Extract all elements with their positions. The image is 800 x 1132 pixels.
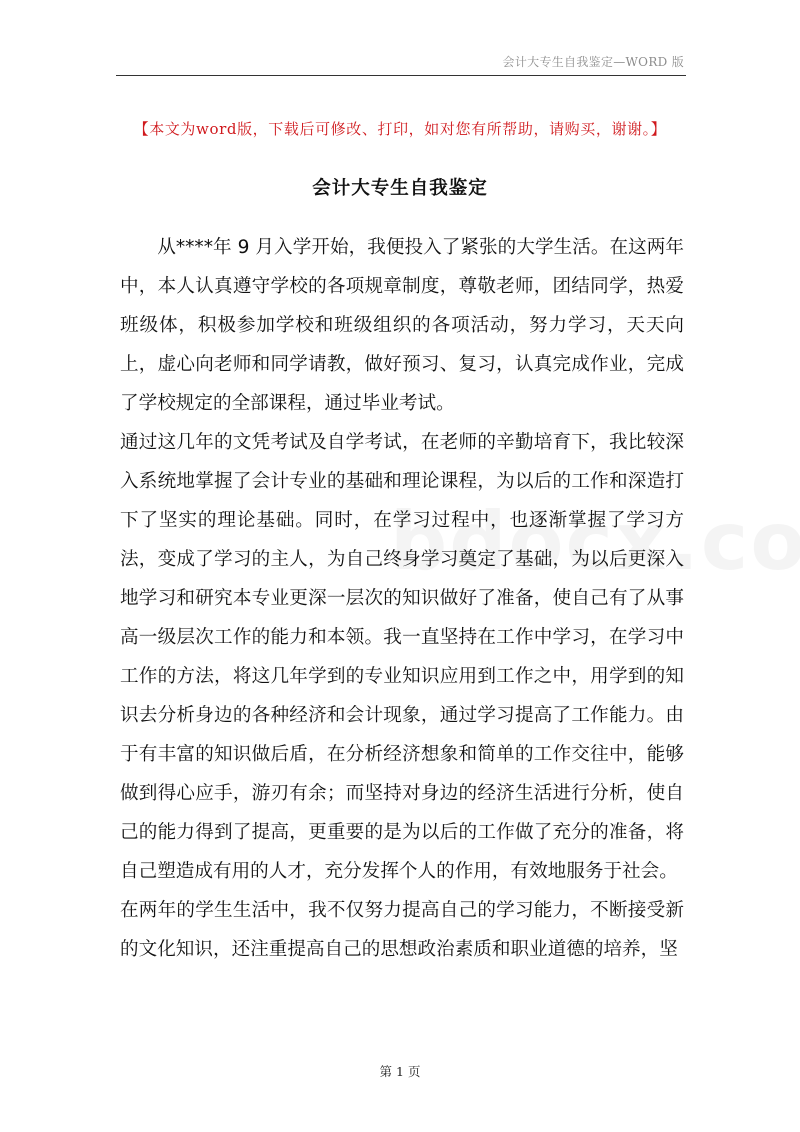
page-number: 第 1 页 xyxy=(379,1064,421,1079)
running-header: 会计大专生自我鉴定—WORD 版 xyxy=(502,55,684,69)
download-notice: 【本文为word版，下载后可修改、打印，如对您有所帮助，请购买，谢谢。】 xyxy=(133,120,667,138)
paragraph-1: 从****年 9 月入学开始，我便投入了紧张的大学生活。在这两年中，本人认真遵守学校的各项规章制度，尊敬老师，团结同学，热爱班级体，积极参加学校和班级组织的各项活动，努力学习，天天向上，虚心向老师和同学请教，做好预习、复习，认真完成作业，完成了学校规定的全部课程，通过毕业考试。 xyxy=(120,237,684,414)
paragraph-3: 在两年的学生生活中，我不仅努力提高自己的学习能力，不断接受新的文化知识，还注重提高自己的思想政治素质和职业道德的培养，坚 xyxy=(120,900,684,960)
document-title: 会计大专生自我鉴定 xyxy=(312,178,488,199)
header-divider xyxy=(116,75,686,76)
document-body xyxy=(120,228,684,969)
paragraph-2: 通过这几年的文凭考试及自学考试，在老师的辛勤培育下，我比较深入系统地掌握了会计专业的基础和理论课程，为以后的工作和深造打下了坚实的理论基础。同时，在学习过程中，也逐渐掌握了学习方法，变成了学习的主人，为自己终身学习奠定了基础，为以后更深入地学习和研究本专业更深一层次的知识做好了准备，使自己有了从事高一级层次工作的能力和本领。我一直坚持在工作中学习，在学习中工作的方法，将这几年学到的专业知识应用到工作之中，用学到的知识去分析身边的各种经济和会计现象，通过学习提高了工作能力。由于有丰富的知识做后盾，在分析经济想象和简单的工作交往中，能够做到得心应手，游刃有余；而坚持对身边的经济生活进行分析，使自己的能力得到了提高，更重要的是为以后的工作做了充分的准备，将自己塑造成有用的人才，充分发挥个人的作用，有效地服务于社会。 xyxy=(120,432,684,882)
